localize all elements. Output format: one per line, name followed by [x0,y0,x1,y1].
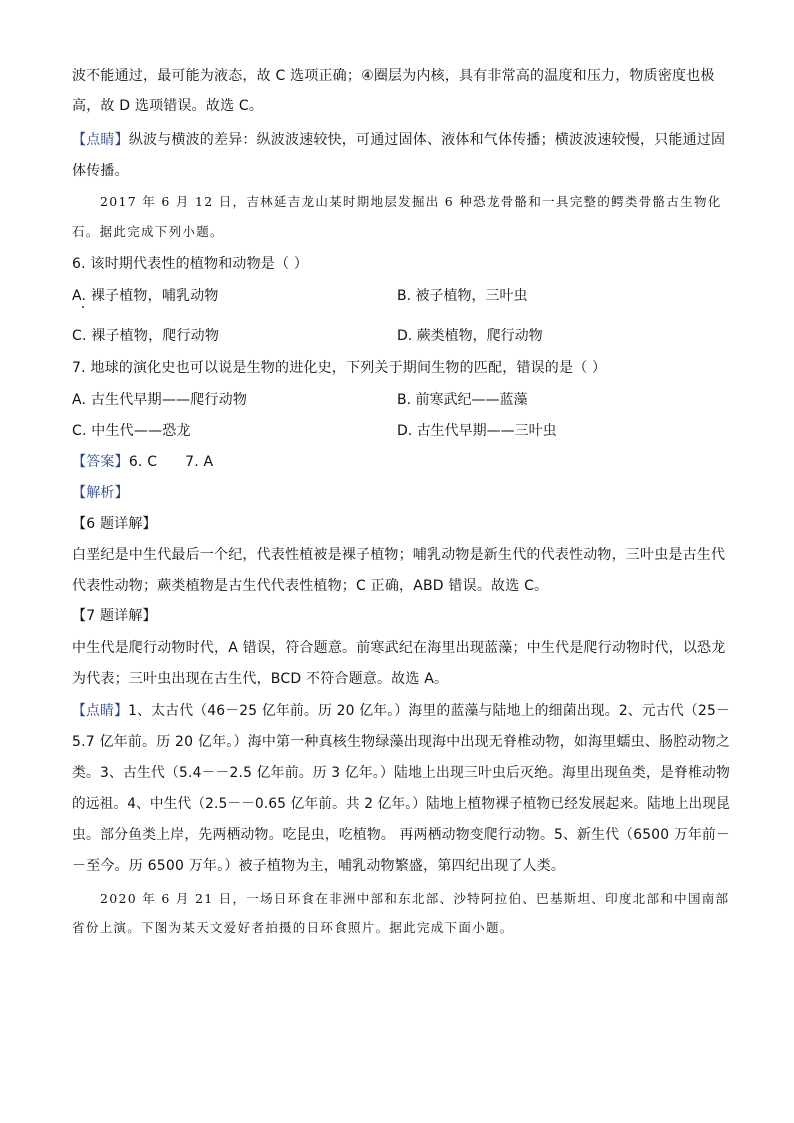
stray-dot [82,306,84,308]
point-note-1 [72,130,725,150]
intro-1-line-1: 2017 年 6 月 12 日，吉林延吉龙山某时期地层发掘出 6 种恐龙骨骼和一具完整的鳄类骨骼古生物化 [100,194,722,209]
detail-7-line-2: 为代表；三叶虫出现在古生代，BCD 不符合题意。故选 A。 [72,671,449,687]
question-6-option-d: D. 蕨类植物，爬行动物 [397,328,543,344]
intro-2-line-2: 省份上演。下图为某天文爱好者拍摄的日环食照片。据此完成下面小题。 [72,920,514,935]
answer-label: 【答案】 [72,454,129,470]
point-label: 【点睛】 [72,132,129,148]
point2-line-3: 类。3、古生代（5.4－－2.5 亿年前。历 3 亿年。）陆地上出现三叶虫后灭绝。海里出现鱼类，是脊椎动物 [72,765,731,781]
point2-line-6: －至今。历 6500 万年。）被子植物为主，哺乳动物繁盛，第四纪出现了人类。 [72,858,566,874]
answer-value: 6. C 7. A [128,454,214,470]
intro-1-line-2: 石。据此完成下列小题。 [72,224,224,239]
detail-7-label: 【7 题详解】 [72,608,157,624]
question-7-option-c: C. 中生代——恐龙 [72,423,191,439]
point-label-2: 【点睛】 [72,703,129,719]
question-6-stem: 6. 该时期代表性的植物和动物是（ ） [72,256,309,272]
point-note-2 [72,701,730,721]
question-6-option-b: B. 被子植物，三叶虫 [397,288,528,304]
detail-6-line-1: 白垩纪是中生代最后一个纪，代表性植被是裸子植物；哺乳动物是新生代的代表性动物，三叶虫是古生代 [72,547,726,563]
detail-6-label: 【6 题详解】 [72,516,157,532]
question-6-option-a: A. 裸子植物，哺乳动物 [72,288,219,304]
detail-6-line-2: 代表性动物；蕨类植物是古生代代表性植物；C 正确，ABD 错误。故选 C。 [72,578,549,594]
point-text-line-2: 体传播。 [72,163,129,179]
intro-2-line-1: 2020 年 6 月 21 日，一场日环食在非洲中部和东北部、沙特阿拉伯、巴基斯坦、印度北部和中国南部 [100,891,730,906]
question-7-option-d: D. 古生代早期——三叶虫 [397,423,557,439]
detail-7-line-1: 中生代是爬行动物时代，A 错误，符合题意。前寒武纪在海里出现蓝藻；中生代是爬行动物时代，以恐龙 [72,640,726,656]
prev-answer-line-2: 高，故 D 选项错误。故选 C。 [72,98,264,114]
analysis-label: 【解析】 [72,485,129,501]
point2-line-5: 虫。部分鱼类上岸，先两栖动物。吃昆虫，吃植物。 再两栖动物变爬行动物。5、新生代（6500 万年前－ [72,827,730,843]
answer-row [72,452,213,472]
question-7-stem: 7. 地球的演化史也可以说是生物的进化史，下列关于期间生物的匹配，错误的是（ ） [72,360,607,376]
point2-line-4: 的远祖。4、中生代（2.5－－0.65 亿年前。共 2 亿年。）陆地上植物裸子植物已经发展起来。陆地上出现昆 [72,796,731,812]
point2-line-1: 1、太古代（46－25 亿年前。历 20 亿年。）海里的蓝藻与陆地上的细菌出现。2、元古代（25－ [128,703,730,719]
prev-answer-line-1: 波不能通过，最可能为液态，故 C 选项正确；④圈层为内核，具有非常高的温度和压力，物质密度也极 [72,68,715,84]
question-6-option-c: C. 裸子植物，爬行动物 [72,328,220,344]
point-text-line-1: 纵波与横波的差异：纵波波速较快，可通过固体、液体和气体传播；横波波速较慢，只能通过固 [128,132,726,148]
question-7-option-b: B. 前寒武纪——蓝藻 [397,392,528,408]
question-7-option-a: A. 古生代早期——爬行动物 [72,392,248,408]
point2-line-2: 5.7 亿年前。历 20 亿年。）海中第一种真核生物绿藻出现海中出现无脊椎动物，如海里蠕虫、肠腔动物之 [72,734,730,750]
